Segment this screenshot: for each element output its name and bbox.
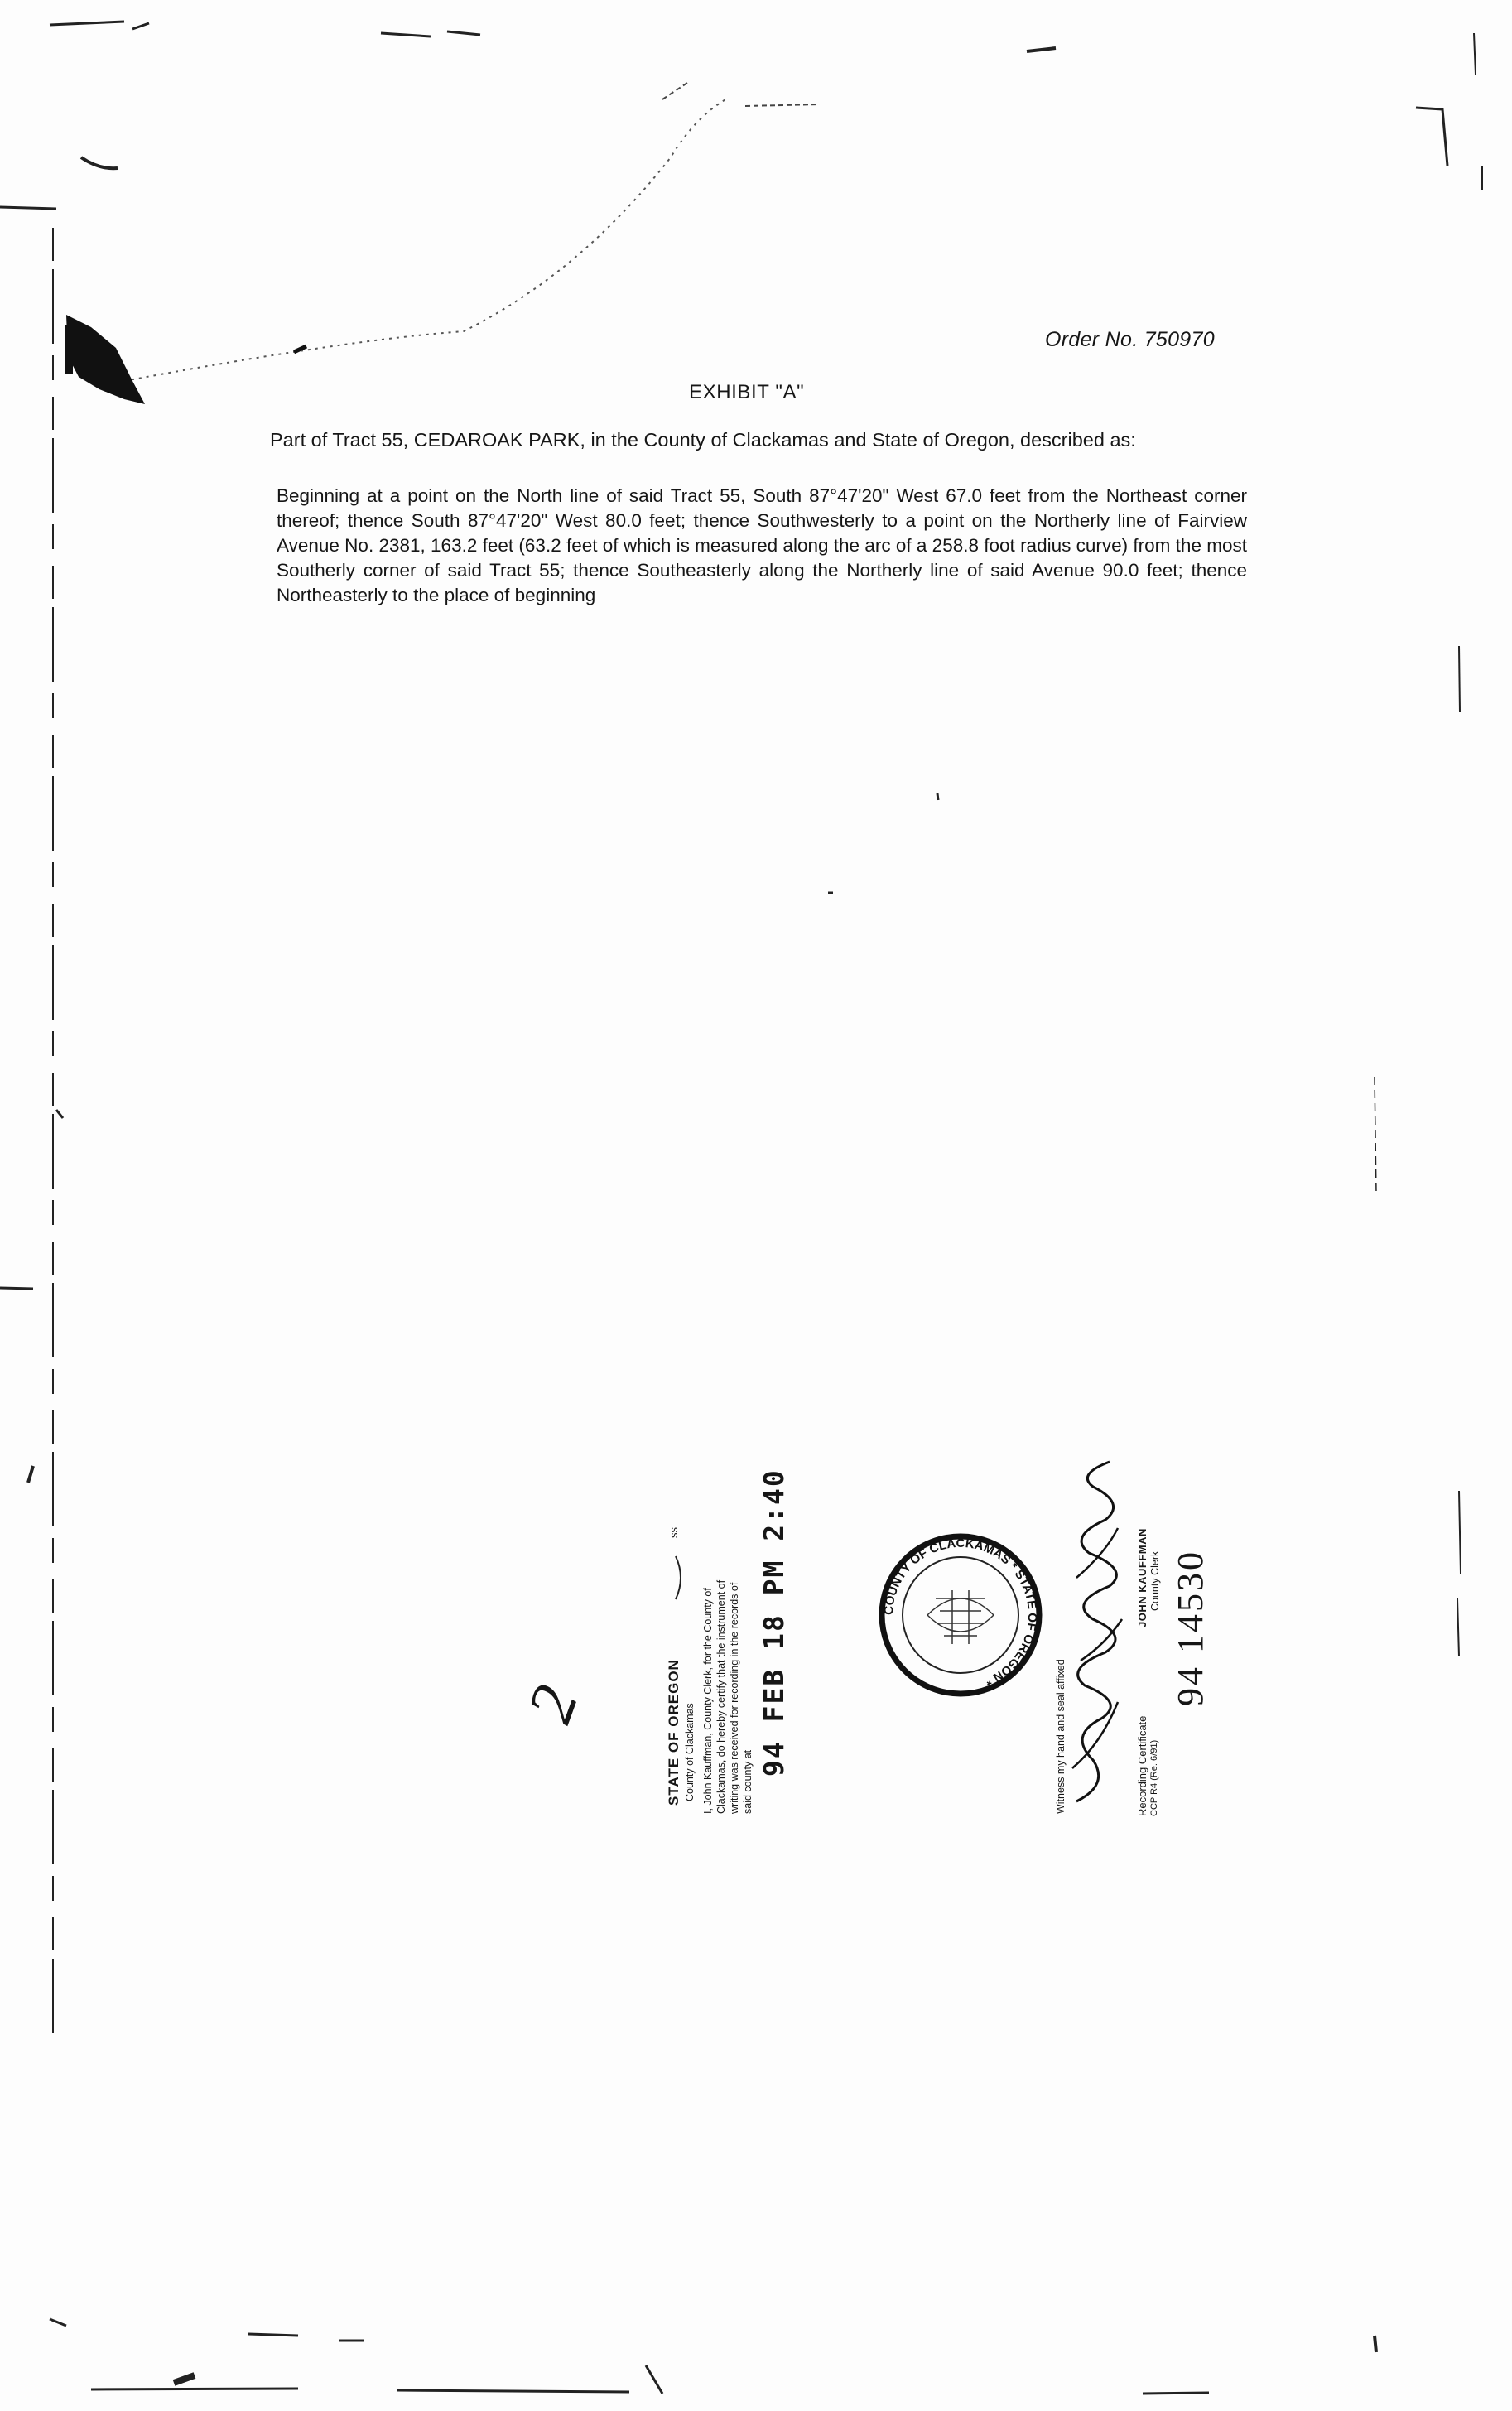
county-seal-icon xyxy=(878,1532,1043,1698)
intro-paragraph: Part of Tract 55, CEDAROAK PARK, in the County of Clackamas and State of Oregon, described as: xyxy=(270,429,1136,451)
certificate-code: CCP R4 (Re. 6/91) xyxy=(1149,1739,1159,1816)
county-label: County of Clackamas xyxy=(684,1703,696,1801)
recording-stamp xyxy=(629,1437,1225,1818)
clerk-signature-icon xyxy=(1060,1454,1134,1818)
legal-description: Beginning at a point on the North line of said Tract 55, South 87°47'20" West 67.0 feet from the Northeast corner thereof; thence South 87°47'20" West 80.0 feet; thence Southwesterly to a point on the Northerly line of Fairview Avenue No. 2381, 163.2 feet (63.2 feet of which is measured along the arc of a 258.8 foot radius curve) from the most Southerly corner of said Tract 55; thence Southeasterly along the Northerly line of said Avenue 90.0 feet; thence Northeasterly to the place of beginning xyxy=(277,485,1247,605)
statement-line-1: I, John Kauffman, County Clerk, for the County of xyxy=(702,1588,714,1814)
statement-line-2: Clackamas, do hereby certify that the instrument of xyxy=(715,1579,727,1814)
statement-line-3: writing was received for recording in the records of xyxy=(729,1582,740,1814)
witness-text: Witness my hand and seal affixed xyxy=(1055,1659,1067,1814)
certificate-label: Recording Certificate xyxy=(1136,1715,1148,1816)
ss-label: ss xyxy=(667,1527,680,1538)
svg-text:COUNTY OF CLACKAMAS * STATE OF xyxy=(882,1536,1039,1689)
statement-line-4: said county at xyxy=(742,1749,754,1814)
seal-text: COUNTY OF CLACKAMAS * STATE OF OREGON * xyxy=(881,1536,1040,1689)
handwritten-mark: 2 xyxy=(513,1676,592,1732)
clerk-title: County Clerk xyxy=(1149,1550,1161,1611)
state-label: STATE OF OREGON xyxy=(666,1659,681,1806)
exhibit-title: EXHIBIT "A" xyxy=(689,381,805,403)
document-number: 94 14530 xyxy=(1170,1550,1211,1706)
clerk-name: JOHN KAUFFMAN xyxy=(1136,1528,1148,1627)
order-number: Order No. 750970 xyxy=(1045,328,1215,351)
bracket-icon xyxy=(671,1553,701,1603)
date-stamp: 94 FEB 18 PM 2:40 xyxy=(758,1468,790,1777)
